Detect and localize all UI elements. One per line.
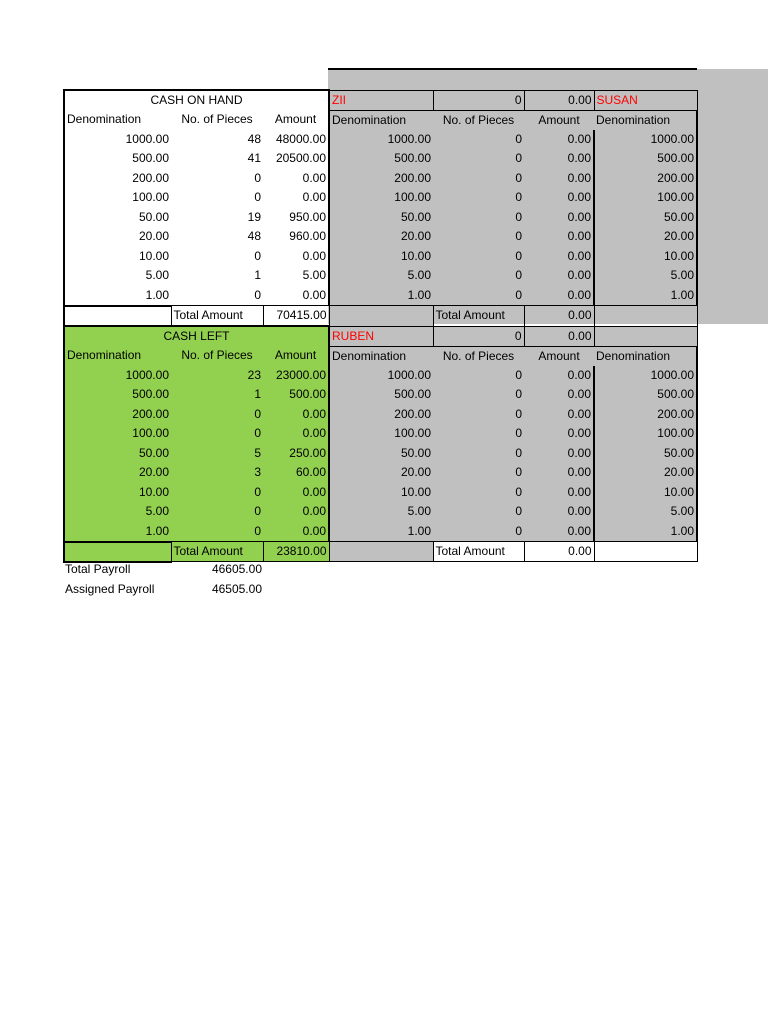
amount-cell: 0.00	[524, 483, 594, 503]
total-value: 0.00	[524, 306, 594, 327]
amount-cell: 0.00	[524, 424, 594, 444]
cash_on_hand-total-row	[64, 306, 697, 327]
header-amount: Amount	[524, 346, 594, 366]
assigned-payroll-row	[63, 579, 264, 599]
denomination-cell: 10.00	[64, 247, 171, 267]
pieces-cell: 0	[433, 483, 524, 503]
denomination-cell: 1000.00	[329, 130, 433, 150]
cash_on_hand-title-row	[64, 90, 697, 110]
denomination-cell: 500.00	[64, 385, 171, 405]
pieces-cell: 1	[254, 268, 261, 283]
amount-cell: 0.00	[263, 169, 329, 189]
denomination-cell: 100.00	[329, 188, 433, 208]
ruben-name: RUBEN	[329, 326, 433, 346]
total-label: Total Amount	[433, 542, 524, 562]
total-payroll-value: 46605.00	[211, 562, 262, 576]
assigned-payroll-value: 46505.00	[211, 582, 262, 596]
pieces-cell: 0	[433, 405, 524, 425]
pieces-cell: 0	[433, 266, 524, 286]
total-value: 70415.00	[263, 306, 329, 327]
pieces-cell: 0	[171, 522, 263, 542]
pieces-cell: 0	[433, 208, 524, 228]
blank-cell	[594, 306, 697, 327]
amount-cell: 0.00	[524, 502, 594, 522]
pieces-cell: 0	[171, 483, 263, 503]
pieces-cell: 41	[247, 151, 261, 166]
total-payroll-row	[63, 559, 264, 579]
amount-cell: 0.00	[524, 247, 594, 267]
amount-cell: 20500.00	[263, 149, 329, 169]
denomination-cell: 100.00	[64, 188, 171, 208]
pieces-cell: 0	[254, 190, 261, 205]
amount-cell: 0.00	[524, 149, 594, 169]
blank-cell	[329, 542, 433, 562]
pieces-cell: 0	[254, 170, 261, 185]
header-pieces: No. of Pieces	[171, 346, 263, 366]
denomination-cell: 20.00	[329, 227, 433, 247]
blank-cell	[64, 306, 171, 327]
pieces-cell: 0	[433, 502, 524, 522]
amount-cell: 0.00	[263, 286, 329, 306]
pieces-cell: 0	[433, 149, 524, 169]
header-pieces: No. of Pieces	[433, 346, 524, 366]
amount-cell: 0.00	[524, 385, 594, 405]
denomination-cell: 200.00	[64, 169, 171, 189]
cash_on_hand-row	[64, 266, 697, 286]
amount-cell: 48000.00	[263, 130, 329, 150]
amount-cell: 0.00	[524, 286, 594, 306]
pieces-cell: 0	[254, 248, 261, 263]
cash_on_hand-row	[64, 208, 697, 228]
amount-cell: 23000.00	[263, 366, 329, 386]
amount-cell: 0.00	[263, 502, 329, 522]
pieces-cell: 0	[433, 366, 524, 386]
pieces-cell: 19	[247, 209, 261, 224]
cash_left-row	[64, 522, 697, 542]
pieces-cell: 48	[247, 229, 261, 244]
denomination-cell: 10.00	[594, 247, 697, 267]
cash-table	[63, 89, 698, 563]
denomination-cell: 1000.00	[594, 366, 697, 386]
denomination-cell: 20.00	[594, 227, 697, 247]
denomination-cell: 50.00	[329, 444, 433, 464]
denomination-cell: 200.00	[329, 405, 433, 425]
susan-name: SUSAN	[594, 90, 697, 110]
pieces-cell: 0	[254, 287, 261, 302]
zii-amount: 0.00	[524, 90, 594, 110]
pieces-cell: 0	[433, 424, 524, 444]
zii-name: ZII	[329, 90, 433, 110]
amount-cell: 0.00	[524, 130, 594, 150]
cash_on_hand-row	[64, 149, 697, 169]
denomination-cell: 500.00	[329, 149, 433, 169]
amount-cell: 0.00	[524, 169, 594, 189]
cash_on_hand-row	[64, 247, 697, 267]
denomination-cell: 1000.00	[329, 366, 433, 386]
denomination-cell: 500.00	[594, 149, 697, 169]
payroll-summary	[63, 559, 264, 599]
header-denomination: Denomination	[329, 110, 433, 130]
cash_on_hand-row	[64, 169, 697, 189]
amount-cell: 0.00	[263, 424, 329, 444]
denomination-cell: 500.00	[64, 149, 171, 169]
blank-cell	[594, 542, 697, 562]
amount-cell: 0.00	[524, 463, 594, 483]
amount-cell: 500.00	[263, 385, 329, 405]
total-value: 0.00	[524, 542, 594, 562]
amount-cell: 0.00	[263, 405, 329, 425]
pieces-cell: 0	[433, 444, 524, 464]
amount-cell: 0.00	[524, 208, 594, 228]
denomination-cell: 50.00	[64, 208, 171, 228]
denomination-cell: 10.00	[329, 483, 433, 503]
denomination-cell: 100.00	[594, 424, 697, 444]
pieces-cell: 1	[171, 385, 263, 405]
amount-cell: 60.00	[263, 463, 329, 483]
denomination-cell: 20.00	[594, 463, 697, 483]
cash_left-row	[64, 502, 697, 522]
cash_left-row	[64, 366, 697, 386]
denomination-cell: 200.00	[64, 405, 171, 425]
denomination-cell: 200.00	[594, 169, 697, 189]
denomination-cell: 500.00	[329, 385, 433, 405]
amount-cell: 0.00	[524, 366, 594, 386]
total-label: Total Amount	[171, 306, 263, 327]
header-amount: Amount	[263, 346, 329, 366]
denomination-cell: 10.00	[329, 247, 433, 267]
amount-cell: 950.00	[263, 208, 329, 228]
header-pieces: No. of Pieces	[181, 112, 253, 127]
pieces-cell: 0	[433, 227, 524, 247]
amount-cell: 0.00	[263, 247, 329, 267]
cash_on_hand-row	[64, 286, 697, 306]
denomination-cell: 50.00	[594, 208, 697, 228]
pieces-cell: 0	[433, 130, 524, 150]
cash_left-row	[64, 424, 697, 444]
cash_left-title-row	[64, 326, 697, 346]
amount-cell: 0.00	[263, 188, 329, 208]
denomination-cell: 1.00	[64, 522, 171, 542]
cash_on_hand-row	[64, 130, 697, 150]
pieces-cell: 48	[247, 131, 261, 146]
header-pieces: No. of Pieces	[433, 110, 524, 130]
pieces-cell: 0	[433, 188, 524, 208]
ruben-pieces: 0	[433, 326, 524, 346]
cash_left-row	[64, 463, 697, 483]
header-denomination: Denomination	[329, 346, 433, 366]
denomination-cell: 20.00	[64, 227, 171, 247]
denomination-cell: 100.00	[329, 424, 433, 444]
denomination-cell: 5.00	[64, 502, 171, 522]
pieces-cell: 0	[433, 385, 524, 405]
total-label: Total Amount	[433, 306, 524, 327]
cash_left-row	[64, 483, 697, 503]
denomination-cell: 20.00	[64, 463, 171, 483]
header-denomination: Denomination	[594, 346, 697, 366]
cash_left-row	[64, 444, 697, 464]
amount-cell: 960.00	[263, 227, 329, 247]
header-denomination: Denomination	[64, 110, 171, 130]
cash_left-row	[64, 385, 697, 405]
cash_on_hand-title: CASH ON HAND	[64, 90, 329, 110]
denomination-cell: 20.00	[329, 463, 433, 483]
denomination-cell: 1.00	[329, 522, 433, 542]
denomination-cell: 5.00	[329, 502, 433, 522]
denomination-cell: 200.00	[329, 169, 433, 189]
assigned-payroll-label: Assigned Payroll	[65, 582, 155, 596]
denomination-cell: 50.00	[64, 444, 171, 464]
amount-cell: 0.00	[524, 266, 594, 286]
amount-cell: 0.00	[263, 483, 329, 503]
denomination-cell: 1000.00	[64, 366, 171, 386]
cash_left-row	[64, 405, 697, 425]
denomination-cell: 10.00	[594, 483, 697, 503]
amount-cell: 5.00	[263, 266, 329, 286]
total-label: Total Amount	[171, 542, 263, 562]
denomination-cell: 1000.00	[594, 130, 697, 150]
amount-cell: 0.00	[524, 188, 594, 208]
total-value: 23810.00	[263, 542, 329, 562]
pieces-cell: 3	[171, 463, 263, 483]
denomination-cell: 10.00	[64, 483, 171, 503]
denomination-cell: 1.00	[594, 286, 697, 306]
header-amount: Amount	[524, 110, 594, 130]
pieces-cell: 23	[171, 366, 263, 386]
amount-cell: 0.00	[524, 405, 594, 425]
denomination-cell: 1.00	[594, 522, 697, 542]
denomination-cell: 50.00	[329, 208, 433, 228]
total-payroll-label: Total Payroll	[65, 562, 131, 576]
amount-cell: 0.00	[524, 227, 594, 247]
denomination-cell: 100.00	[64, 424, 171, 444]
pieces-cell: 0	[433, 463, 524, 483]
denomination-cell: 5.00	[594, 266, 697, 286]
amount-cell: 0.00	[524, 522, 594, 542]
denomination-cell: 200.00	[594, 405, 697, 425]
pieces-cell: 0	[433, 286, 524, 306]
zii-pieces: 0	[433, 90, 524, 110]
cash_on_hand-row	[64, 227, 697, 247]
amount-cell: 0.00	[524, 444, 594, 464]
cash_on_hand-row	[64, 188, 697, 208]
denomination-cell: 50.00	[594, 444, 697, 464]
pieces-cell: 5	[171, 444, 263, 464]
cash_on_hand-header-row	[64, 110, 697, 130]
cash_left-header-row	[64, 346, 697, 366]
header-denomination: Denomination	[64, 346, 171, 366]
denomination-cell: 100.00	[594, 188, 697, 208]
pieces-cell: 0	[171, 405, 263, 425]
pieces-cell: 0	[433, 247, 524, 267]
pieces-cell: 0	[171, 502, 263, 522]
header-amount: Amount	[263, 110, 329, 130]
blank-cell	[329, 306, 433, 327]
pieces-cell: 0	[433, 522, 524, 542]
pieces-cell: 0	[433, 169, 524, 189]
ruben-amount: 0.00	[524, 326, 594, 346]
pieces-cell: 0	[171, 424, 263, 444]
denomination-cell: 1000.00	[64, 130, 171, 150]
top-border	[328, 68, 697, 70]
header-denomination: Denomination	[594, 110, 697, 130]
denomination-cell: 500.00	[594, 385, 697, 405]
denomination-cell: 5.00	[329, 266, 433, 286]
amount-cell: 0.00	[263, 522, 329, 542]
amount-cell: 250.00	[263, 444, 329, 464]
denomination-cell: 5.00	[64, 266, 171, 286]
denomination-cell: 1.00	[329, 286, 433, 306]
denomination-cell: 1.00	[64, 286, 171, 306]
denomination-cell: 5.00	[594, 502, 697, 522]
cash_left-title: CASH LEFT	[64, 326, 329, 346]
susan-name	[594, 326, 697, 346]
